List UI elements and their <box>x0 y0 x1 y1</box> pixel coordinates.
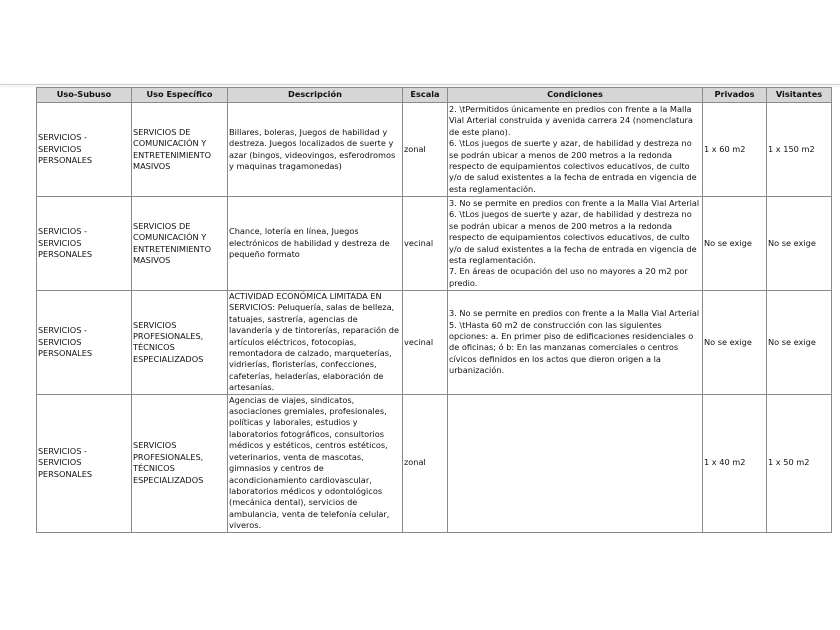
table-row <box>37 394 832 532</box>
condition-item: 3. No se permite en predios con frente a la Malla Vial Arterial <box>449 308 700 319</box>
header-escala: Escala <box>403 88 448 103</box>
cell-visitantes: No se exige <box>767 197 832 291</box>
condition-item: 3. No se permite en predios con frente a la Malla Vial Arterial <box>449 197 700 208</box>
cell-escala: vecinal <box>403 291 448 395</box>
cell-descripcion: Billares, boleras, Juegos de habilidad y destreza. Juegos localizados de suerte y azar (bingos, videovingos, esferodromos y maquinas tragamonedas) <box>228 103 403 197</box>
cell-visitantes: 1 x 50 m2 <box>767 394 832 532</box>
condition-item: 2. \tPermitidos únicamente en predios con frente a la Malla Vial Arterial construida y avenida carrera 24 (nomenclatura de este plano). <box>449 103 693 137</box>
cell-condiciones <box>448 291 703 395</box>
land-use-table <box>36 87 832 533</box>
table-row <box>37 103 832 197</box>
condition-item: 6. \tLos juegos de suerte y azar, de habilidad y destreza no se podrán ubicar a menos de 200 metros a la redonda respecto de equipamientos colectivos educativos, de culto y/o de salud existentes a la fecha de entrada en vigencia de esta reglamentación. <box>449 209 697 265</box>
condition-item: 7. En áreas de ocupación del uso no mayores a 20 m2 por predio. <box>449 266 688 288</box>
cell-uso-especifico: SERVICIOS DE COMUNICACIÓN Y ENTRETENIMIENTO MASIVOS <box>132 103 228 197</box>
cell-uso-subuso: SERVICIOS - SERVICIOS PERSONALES <box>37 394 132 532</box>
header-privados: Privados <box>703 88 767 103</box>
cell-descripcion: Chance, lotería en línea, Juegos electrónicos de habilidad y destreza de pequeño formato <box>228 197 403 291</box>
cell-privados: 1 x 40 m2 <box>703 394 767 532</box>
top-divider <box>0 84 840 85</box>
cell-condiciones <box>448 394 703 532</box>
top-blank-band <box>0 0 840 84</box>
cell-visitantes: No se exige <box>767 291 832 395</box>
header-uso-especifico: Uso Específico <box>132 88 228 103</box>
header-descripcion: Descripción <box>228 88 403 103</box>
table-row <box>37 291 832 395</box>
cell-visitantes: 1 x 150 m2 <box>767 103 832 197</box>
cell-privados: No se exige <box>703 291 767 395</box>
cell-uso-especifico: SERVICIOS DE COMUNICACIÓN Y ENTRETENIMIENTO MASIVOS <box>132 197 228 291</box>
cell-escala: zonal <box>403 394 448 532</box>
cell-escala: vecinal <box>403 197 448 291</box>
condition-item: 5. \tHasta 60 m2 de construcción con las siguientes opciones: a. En primer piso de edificaciones residenciales o de oficinas; ó b: En las manzanas comerciales o centros cívicos definidos en los actos que dieron origen a la urbanización. <box>449 319 694 376</box>
table-header-row <box>37 88 832 103</box>
condition-item: 6. \tLos juegos de suerte y azar, de habilidad y destreza no se podrán ubicar a menos de 200 metros a la redonda respecto de equipamientos colectivos educativos, de culto y/o de salud existentes a la fecha de entrada en vigencia de esta reglamentación. <box>449 138 697 194</box>
table-row <box>37 197 832 291</box>
header-visitantes: Visitantes <box>767 88 832 103</box>
cell-uso-especifico: SERVICIOS PROFESIONALES, TÉCNICOS ESPECIALIZADOS <box>132 291 228 395</box>
cell-condiciones <box>448 103 703 197</box>
cell-privados: No se exige <box>703 197 767 291</box>
cell-descripcion: ACTIVIDAD ECONÓMICA LIMITADA EN SERVICIOS: Peluquería, salas de belleza, tatuajes, sastrería, agencias de lavandería y de tintorerías, reparación de artículos eléctricos, fotocopias, remontadora de calzado, marqueterías, vidrierías, floristerías, confecciones, cafeterías, heladerías, elaboración de artesanías. <box>228 291 403 395</box>
cell-condiciones <box>448 197 703 291</box>
cell-privados: 1 x 60 m2 <box>703 103 767 197</box>
cell-escala: zonal <box>403 103 448 197</box>
header-condiciones: Condiciones <box>448 88 703 103</box>
cell-uso-especifico: SERVICIOS PROFESIONALES, TÉCNICOS ESPECIALIZADOS <box>132 394 228 532</box>
cell-uso-subuso: SERVICIOS - SERVICIOS PERSONALES <box>37 197 132 291</box>
cell-descripcion: Agencias de viajes, sindicatos, asociaciones gremiales, profesionales, políticas y laborales, estudios y laboratorios fotográficos, consultorios médicos y estéticos, centros estéticos, veterinarios, venta de mascotas, gimnasios y centros de acondicionamiento cardiovascular, laboratorios médicos y odontológicos (mecánica dental), servicios de ambulancia, venta de telefonía celular, viveros. <box>228 394 403 532</box>
cell-uso-subuso: SERVICIOS - SERVICIOS PERSONALES <box>37 291 132 395</box>
header-uso-subuso: Uso-Subuso <box>37 88 132 103</box>
cell-uso-subuso: SERVICIOS - SERVICIOS PERSONALES <box>37 103 132 197</box>
